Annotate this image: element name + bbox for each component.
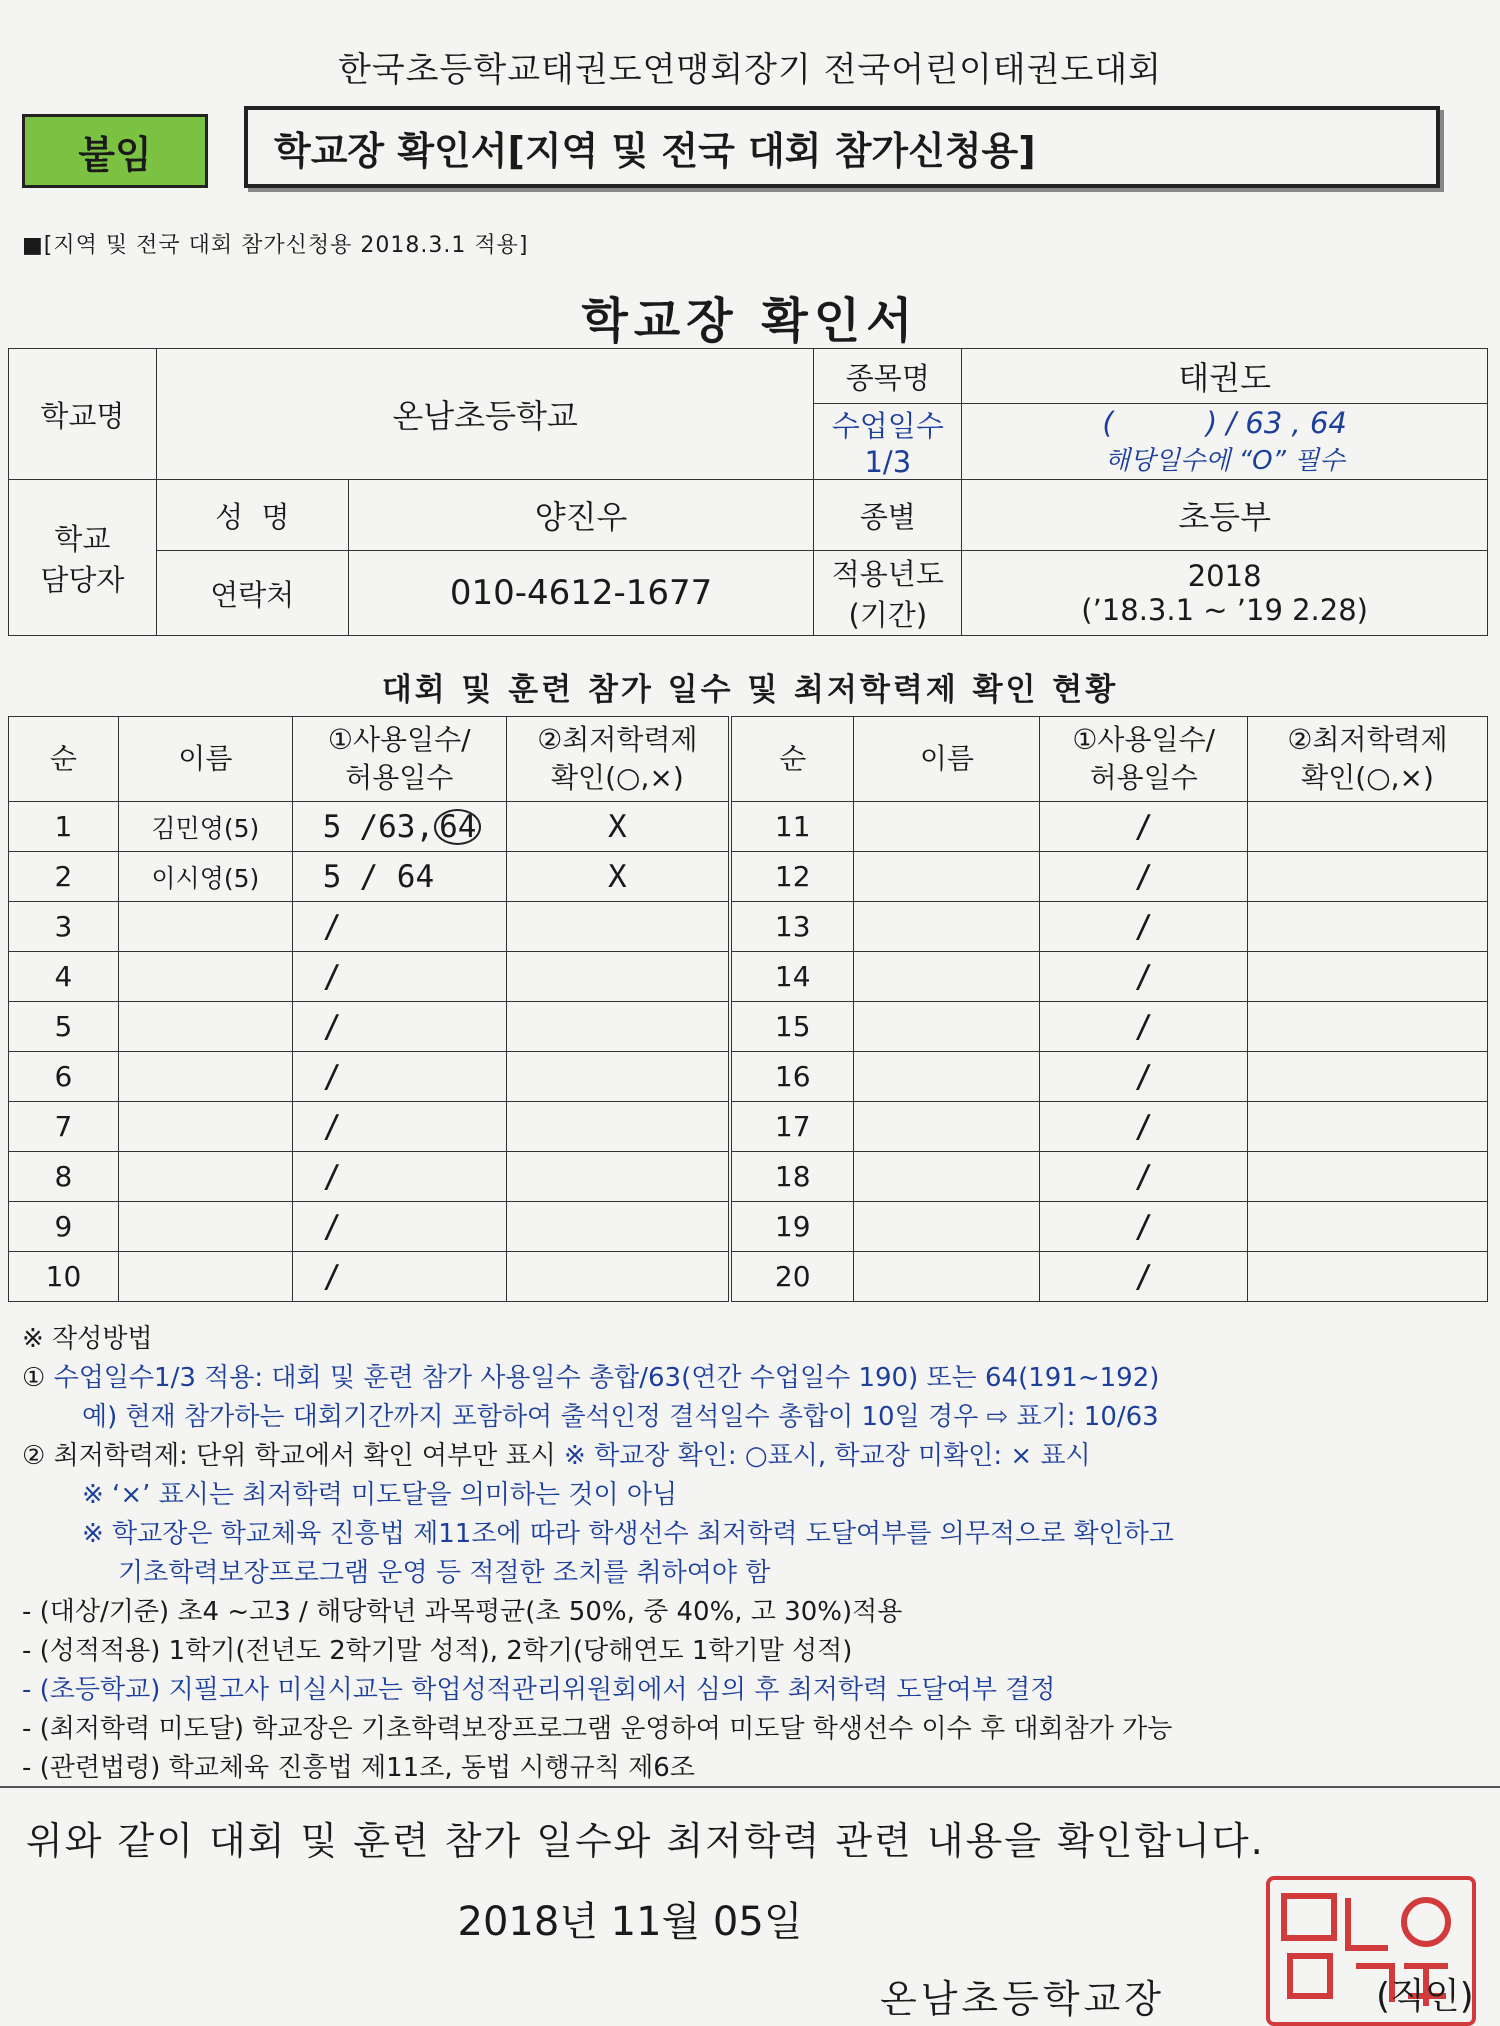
days-cell xyxy=(292,902,506,952)
division-label: 종별 xyxy=(814,480,962,551)
min-academic-mark xyxy=(506,902,730,952)
class-days-label-1: 수업일수 xyxy=(831,409,944,443)
manager-label-1: 학교 xyxy=(54,521,111,556)
table-row xyxy=(9,1252,1488,1302)
days-cell-right: / xyxy=(1040,852,1248,902)
header-min-academic xyxy=(506,717,730,802)
allowed-days: / xyxy=(322,908,342,945)
row-number: 4 xyxy=(9,952,119,1002)
min-academic-mark-right xyxy=(1248,1002,1488,1052)
header-min-right-1: ②최저학력제 xyxy=(1287,723,1448,756)
row-number-right: 18 xyxy=(730,1152,854,1202)
days-cell xyxy=(292,1002,506,1052)
participation-rows xyxy=(9,802,1488,1302)
row-number-right: 14 xyxy=(730,952,854,1002)
confirmation-sentence: 위와 같이 대회 및 훈련 참가 일수와 최저학력 관련 내용을 확인합니다. xyxy=(26,1819,1265,1863)
days-cell xyxy=(292,1202,506,1252)
days-cell xyxy=(292,952,506,1002)
period-text: (’18.3.1 ~ ’19 2.28) xyxy=(1081,593,1368,627)
manager-label xyxy=(9,480,157,636)
student-name-right xyxy=(854,1202,1040,1252)
student-name xyxy=(118,1152,292,1202)
issue-date: 2018년 11월 05일 xyxy=(457,1899,803,1945)
row-number: 10 xyxy=(9,1252,119,1302)
status-heading: 대회 및 훈련 참가 일수 및 최저학력제 확인 현황 xyxy=(381,672,1119,708)
instructions-title: ※ 작성방법 xyxy=(22,1324,153,1354)
student-name-right xyxy=(854,902,1040,952)
student-name-right xyxy=(854,852,1040,902)
row-number: 5 xyxy=(9,1002,119,1052)
min-academic-mark xyxy=(506,1152,730,1202)
manager-label-2: 담당자 xyxy=(40,562,125,597)
row-number-right: 11 xyxy=(730,802,854,852)
instruction-1b: 예) 현재 참가하는 대회기간까지 포함하여 출석인정 결석일수 총합이 10일 경우 ⇨ 표기: 10/63 xyxy=(82,1402,1159,1432)
instruction-2-number: ② xyxy=(22,1441,46,1471)
table-row xyxy=(9,1002,1488,1052)
instruction-bullet-4: - (최저학력 미도달) 학교장은 기초학력보장프로그램 운영하여 미도달 학생선수 이수 후 대회참가 가능 xyxy=(22,1714,1173,1744)
row-number: 7 xyxy=(9,1102,119,1152)
allowed-days: / xyxy=(322,958,342,995)
table-header-row xyxy=(9,717,1488,802)
class-days-label xyxy=(814,404,962,480)
student-name xyxy=(118,952,292,1002)
year-label xyxy=(814,551,962,636)
min-academic-mark xyxy=(506,952,730,1002)
header-days-right-1: ①사용일수/ xyxy=(1072,723,1216,756)
student-name: 김민영(5) xyxy=(118,802,292,852)
class-days-note: 해당일수에 “O” 필수 xyxy=(1104,446,1345,476)
footer-divider xyxy=(0,1786,1500,1788)
days-cell-right: / xyxy=(1040,902,1248,952)
header-days-right-2: 허용일수 xyxy=(1089,761,1198,794)
school-info-table xyxy=(8,348,1488,636)
header-min-2: 확인(○,×) xyxy=(551,761,684,794)
header-min-right-2: 확인(○,×) xyxy=(1301,761,1434,794)
row-number: 1 xyxy=(9,802,119,852)
student-name-right xyxy=(854,1102,1040,1152)
min-academic-mark xyxy=(506,1202,730,1252)
manager-name-label: 성 명 xyxy=(156,480,348,551)
table-row xyxy=(9,902,1488,952)
allowed-days: /63, xyxy=(359,808,435,845)
header-min-1: ②최저학력제 xyxy=(537,723,698,756)
student-name-right xyxy=(854,1052,1040,1102)
days-cell xyxy=(292,852,506,902)
row-number-right: 12 xyxy=(730,852,854,902)
header-no-right: 순 xyxy=(730,717,854,802)
instruction-bullet-3: - (초등학교) 지필고사 미실시교는 학업성적관리위원회에서 심의 후 최저학력 도달여부 결정 xyxy=(22,1675,1056,1705)
used-days: 5 xyxy=(322,858,342,895)
participation-table xyxy=(8,716,1488,1302)
instruction-2a xyxy=(22,1437,1492,1476)
division-value: 초등부 xyxy=(962,480,1488,551)
allowed-days: / 64 xyxy=(359,858,435,895)
min-academic-mark xyxy=(506,1052,730,1102)
form-header-title: 학교장 확인서[지역 및 전국 대회 참가신청용] xyxy=(244,106,1440,188)
student-name-right xyxy=(854,1152,1040,1202)
applied-note: ■[지역 및 전국 대회 참가신청용 2018.3.1 적용] xyxy=(22,233,529,258)
days-cell xyxy=(292,1052,506,1102)
row-number-right: 16 xyxy=(730,1052,854,1102)
year-text: 2018 xyxy=(1187,559,1262,593)
table-row xyxy=(9,1052,1488,1102)
instruction-bullet-5: - (관련법령) 학교체육 진흥법 제11조, 동법 시행규칙 제6조 xyxy=(22,1753,695,1783)
table-row xyxy=(9,1152,1488,1202)
days-cell-right: / xyxy=(1040,1002,1248,1052)
instruction-1a xyxy=(22,1359,1492,1398)
min-academic-mark-right xyxy=(1248,1052,1488,1102)
row-number: 9 xyxy=(9,1202,119,1252)
student-name xyxy=(118,1052,292,1102)
min-academic-mark-right xyxy=(1248,1152,1488,1202)
instructions xyxy=(22,1320,1492,1788)
instruction-2b-text: ※ 학교장 확인: ○표시, 학교장 미확인: × 표시 xyxy=(564,1441,1091,1471)
instruction-bullet-1: - (대상/기준) 초4 ~고3 / 해당학년 과목평균(초 50%, 중 40%, 고 30%)적용 xyxy=(22,1597,903,1627)
allowed-days: / xyxy=(322,1058,342,1095)
table-row xyxy=(9,952,1488,1002)
row-number: 3 xyxy=(9,902,119,952)
header-days-right xyxy=(1040,717,1248,802)
days-cell-right: / xyxy=(1040,1152,1248,1202)
class-days-label-2: 1/3 xyxy=(864,445,912,479)
min-academic-mark-right xyxy=(1248,852,1488,902)
year-label-2: (기간) xyxy=(848,598,928,632)
used-days: 5 xyxy=(322,808,342,845)
school-name-label: 학교명 xyxy=(9,349,157,480)
min-academic-mark xyxy=(506,1002,730,1052)
allowed-days: / xyxy=(322,1108,342,1145)
min-academic-mark: X xyxy=(506,852,730,902)
instruction-2d: ※ 학교장은 학교체육 진흥법 제11조에 따라 학생선수 최저학력 도달여부를 의무적으로 확인하고 xyxy=(82,1519,1174,1549)
days-cell-right: / xyxy=(1040,802,1248,852)
row-number-right: 13 xyxy=(730,902,854,952)
student-name-right xyxy=(854,1252,1040,1302)
contact-label: 연락처 xyxy=(156,551,348,636)
table-row xyxy=(9,852,1488,902)
header-name-right: 이름 xyxy=(854,717,1040,802)
instruction-1-number: ① xyxy=(22,1363,46,1393)
days-cell xyxy=(292,1152,506,1202)
student-name xyxy=(118,1202,292,1252)
circled-days: 64 xyxy=(434,809,481,845)
min-academic-mark-right xyxy=(1248,802,1488,852)
document-title: 학교장 확인서 xyxy=(581,293,919,349)
principal-name: 온남초등학교장 xyxy=(880,1977,1165,2021)
header-days-2: 허용일수 xyxy=(345,761,454,794)
student-name xyxy=(118,902,292,952)
student-name xyxy=(118,1002,292,1052)
days-cell-right: / xyxy=(1040,952,1248,1002)
sport-value: 태권도 xyxy=(962,349,1488,404)
row-number: 2 xyxy=(9,852,119,902)
row-number: 8 xyxy=(9,1152,119,1202)
min-academic-mark xyxy=(506,1252,730,1302)
manager-name-value: 양진우 xyxy=(348,480,814,551)
instruction-2e: 기초학력보장프로그램 운영 등 적절한 조치를 취하여야 함 xyxy=(118,1558,771,1588)
days-cell xyxy=(292,1102,506,1152)
min-academic-mark-right xyxy=(1248,1252,1488,1302)
header-min-academic-right xyxy=(1248,717,1488,802)
student-name-right xyxy=(854,952,1040,1002)
seal-label: (직인) xyxy=(1376,1976,1474,2017)
table-row xyxy=(9,1202,1488,1252)
table-row xyxy=(9,1102,1488,1152)
year-label-1: 적용년도 xyxy=(831,557,944,591)
allowed-days: / xyxy=(322,1208,342,1245)
table-row xyxy=(9,802,1488,852)
header-no: 순 xyxy=(9,717,119,802)
attachment-badge: 붙임 xyxy=(22,114,208,188)
header-days xyxy=(292,717,506,802)
class-days-value xyxy=(962,404,1488,480)
contact-value: 010-4612-1677 xyxy=(348,551,814,636)
min-academic-mark-right xyxy=(1248,952,1488,1002)
days-cell-right: / xyxy=(1040,1252,1248,1302)
instruction-2c: ※ ‘×’ 표시는 최저학력 미도달을 의미하는 것이 아님 xyxy=(82,1480,678,1510)
allowed-days: / xyxy=(322,1158,342,1195)
row-number: 6 xyxy=(9,1052,119,1102)
min-academic-mark xyxy=(506,1102,730,1152)
header-name: 이름 xyxy=(118,717,292,802)
student-name-right xyxy=(854,1002,1040,1052)
min-academic-mark-right xyxy=(1248,1202,1488,1252)
student-name xyxy=(118,1102,292,1152)
school-name-value: 온남초등학교 xyxy=(156,349,814,480)
min-academic-mark: X xyxy=(506,802,730,852)
allowed-days: / xyxy=(322,1008,342,1045)
student-name: 이시영(5) xyxy=(118,852,292,902)
student-name-right xyxy=(854,802,1040,852)
class-days-fraction: ( ) / 63 , 64 xyxy=(1102,406,1347,440)
min-academic-mark-right xyxy=(1248,1102,1488,1152)
header-days-1: ①사용일수/ xyxy=(327,723,471,756)
student-name xyxy=(118,1252,292,1302)
row-number-right: 20 xyxy=(730,1252,854,1302)
row-number-right: 17 xyxy=(730,1102,854,1152)
days-cell-right: / xyxy=(1040,1202,1248,1252)
days-cell-right: / xyxy=(1040,1102,1248,1152)
min-academic-mark-right xyxy=(1248,902,1488,952)
instruction-2a-text: 최저학력제: 단위 학교에서 확인 여부만 표시 xyxy=(53,1441,556,1471)
days-cell-right: / xyxy=(1040,1052,1248,1102)
instruction-bullet-2: - (성적적용) 1학기(전년도 2학기말 성적), 2학기(당해연도 1학기말 성적) xyxy=(22,1636,853,1666)
event-title: 한국초등학교태권도연맹회장기 전국어린이태권도대회 xyxy=(337,50,1163,90)
days-cell xyxy=(292,802,506,852)
sport-label: 종목명 xyxy=(814,349,962,404)
year-value xyxy=(962,551,1488,636)
row-number-right: 19 xyxy=(730,1202,854,1252)
days-cell xyxy=(292,1252,506,1302)
row-number-right: 15 xyxy=(730,1002,854,1052)
instruction-1a-text: 수업일수1/3 적용: 대회 및 훈련 참가 사용일수 총합/63(연간 수업일수 190) 또는 64(191~192) xyxy=(53,1363,1160,1393)
allowed-days: / xyxy=(322,1258,342,1295)
